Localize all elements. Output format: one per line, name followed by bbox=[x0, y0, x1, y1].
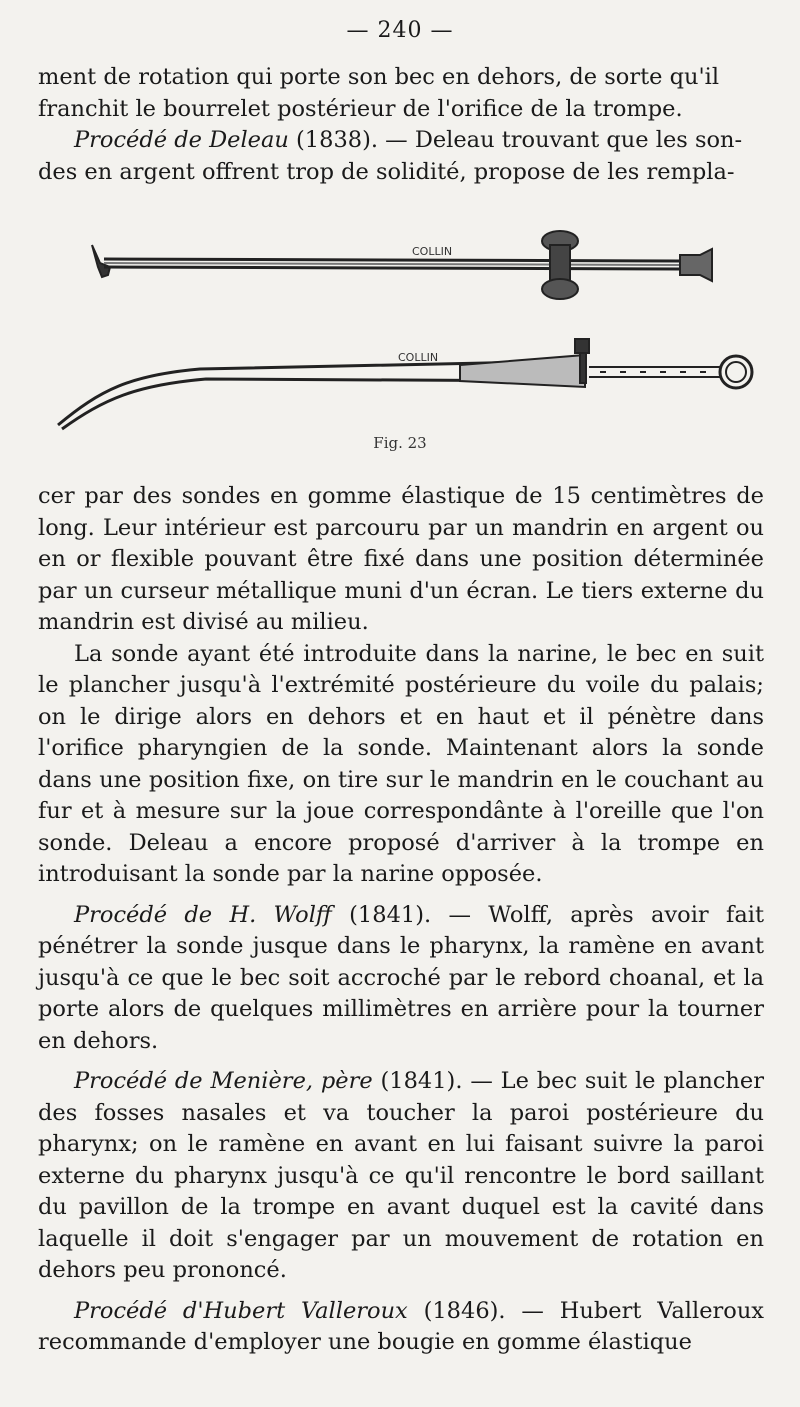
wolff-year: (1841). bbox=[349, 901, 432, 928]
sonde-top-drawing bbox=[92, 231, 712, 299]
text-block-bottom bbox=[38, 481, 764, 1359]
paragraph-valleroux bbox=[38, 1296, 764, 1359]
instrument-figure bbox=[40, 215, 770, 465]
line-1: ment de rotation qui porte son bec en dehors, de sorte qu'il bbox=[38, 64, 720, 90]
page-number: — 240 — bbox=[346, 18, 454, 43]
figure-caption: Fig. 23 bbox=[373, 434, 427, 452]
paragraph-continued bbox=[38, 62, 764, 125]
stamp-top: COLLIN bbox=[412, 245, 453, 258]
stamp-bottom: COLLIN bbox=[398, 351, 439, 364]
meniere-year: (1841). bbox=[380, 1068, 463, 1094]
deleau-line-1-rest: — Deleau trouvant que les son- bbox=[378, 127, 743, 153]
paragraph-deleau bbox=[38, 125, 764, 188]
meniere-text: — Le bec suit le plancher des fosses nasales et va toucher la paroi postérieure du pharynx; on le ramène en avant en lui faisant suivre la paroi externe du pharynx jusqu'à ce qu'il rencontre le bord saillant du pavillon de la trompe en avant duquel est la cavité dans laquelle il doit s'engager par un mouvement de rotation en dehors peu prononcé. bbox=[38, 1068, 764, 1283]
text-block-top bbox=[38, 62, 764, 188]
wolff-title: Procédé de H. Wolff bbox=[74, 901, 332, 928]
wolff-text: — Wolff, après avoir fait pénétrer la sonde jusque dans le pharynx, la ramène en avant jusqu'à ce que le bec soit accroché par le rebord choanal, et la porte alors de quelques millimètres en arrière pour la tourner en dehors. bbox=[38, 901, 764, 1054]
valleroux-year: (1846). bbox=[423, 1297, 506, 1324]
valleroux-title: Procédé d'Hubert Valleroux bbox=[74, 1297, 408, 1324]
line-2: franchit le bourrelet postérieur de l'orifice de la trompe. bbox=[38, 95, 683, 122]
paragraph-meniere bbox=[38, 1066, 764, 1287]
paragraph-after-figure: cer par des sondes en gomme élastique de 15 centimètres de long. Leur intérieur est parcouru par un mandrin en argent ou en or flexible pouvant être fixé dans une position déterminée par un curseur métallique muni d'un écran. Le tiers externe du mandrin est divisé au milieu. bbox=[38, 483, 764, 635]
meniere-title: Procédé de Menière, père bbox=[74, 1068, 373, 1094]
valleroux-text: — Hubert Valleroux recommande d'employer une bougie en gomme élastique bbox=[38, 1297, 764, 1355]
deleau-title: Procédé de Deleau bbox=[74, 127, 289, 153]
paragraph-wolff bbox=[38, 900, 764, 1058]
deleau-year: (1838). bbox=[296, 127, 379, 153]
deleau-line-2: des en argent offrent trop de solidité, propose de les rempla- bbox=[38, 158, 735, 185]
paragraph-sonde: La sonde ayant été introduite dans la narine, le bec en suit le plancher jusqu'à l'extrémité postérieure du voile du palais; on le dirige alors en dehors et en haut et il pénètre dans l'orifice pharyngien de la sonde. Maintenant alors la sonde dans une position fixe, on tire sur le mandrin en le couchant au fur et à mesure sur la joue correspondânte à l'oreille que l'on sonde. Deleau a encore proposé d'arriver à la trompe en introduisant la sonde par la narine opposée. bbox=[38, 640, 764, 887]
